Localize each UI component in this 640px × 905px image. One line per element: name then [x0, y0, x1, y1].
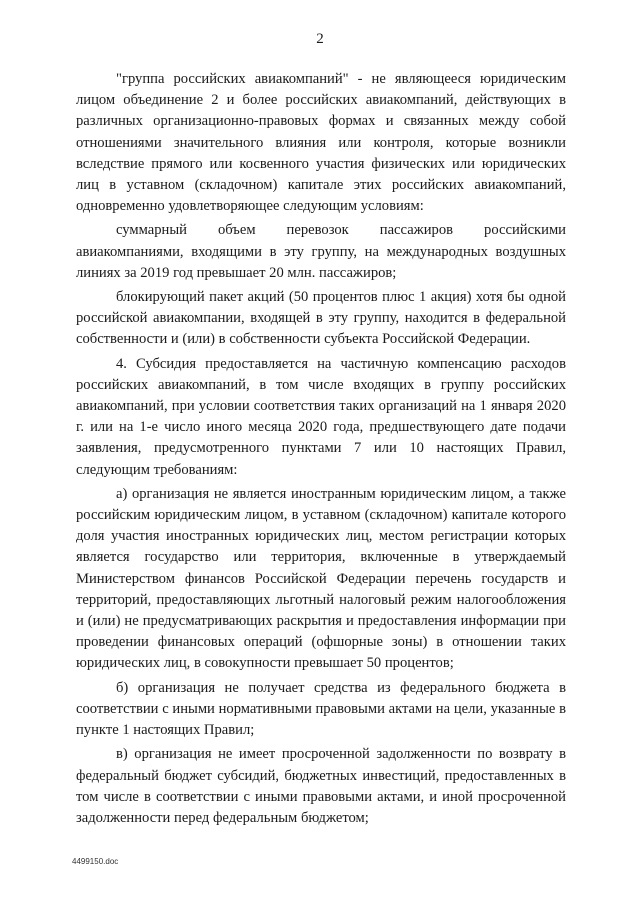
- paragraph-group-definition: "группа российских авиакомпаний" - не являющееся юридическим лицом объединение 2 и более российских авиакомпаний, действующих в различных организационно-правовых формах и связанных между собой отношениями значительного влияния или контроля, которые возникли вследствие прямого или косвенного участия физических или юридических лиц в уставном (складочном) капитале этих российских авиакомпаний, одновременно удовлетворяющее следующим условиям:: [76, 71, 566, 215]
- page-number: 2: [316, 31, 324, 47]
- document-file-code: 4499150.doc: [72, 857, 119, 866]
- paragraph-requirement-c: в) организация не имеет просроченной задолженности по возврату в федеральный бюджет субсидий, бюджетных инвестиций, предоставленных в том числе в соответствии с иными правовыми актами, и иной просроченной задолженности перед федеральным бюджетом;: [76, 746, 566, 826]
- paragraph-condition-shares: блокирующий пакет акций (50 процентов плюс 1 акция) хотя бы одной российской авиакомпании, входящей в эту группу, находится в федеральной собственности и (или) в собственности субъекта Российской Федерации.: [76, 289, 566, 348]
- paragraph-condition-passengers: суммарный объем перевозок пассажиров российскими авиакомпаниями, входящими в эту группу, на международных воздушных линиях за 2019 год превышает 20 млн. пассажиров;: [76, 222, 566, 281]
- paragraph-requirement-a: а) организация не является иностранным юридическим лицом, а также российским юридическим лицом, в уставном (складочном) капитале которого доля участия иностранных юридических лиц, местом регистрации которых является государство или территория, включенные в утверждаемый Министерством финансов Российской Федерации перечень государств и территорий, предоставляющих льготный налоговый режим налогообложения и (или) не предусматривающих раскрытия и предоставления информации при проведении финансовых операций (офшорные зоны) в отношении таких юридических лиц, в совокупности превышает 50 процентов;: [76, 485, 566, 672]
- paragraph-requirement-b: б) организация не получает средства из федерального бюджета в соответствии с иными нормативными правовыми актами на цели, указанные в пункте 1 настоящих Правил;: [76, 679, 566, 739]
- document-body: [76, 69, 566, 832]
- paragraph-item-4: 4. Субсидия предоставляется на частичную компенсацию расходов российских авиакомпаний, в том числе входящих в группу российских авиакомпаний, при условии соответствия таких организаций на 1 января 2020 г. или на 1-е число иного месяца 2020 года, предшествующего дате подачи заявления, предусмотренного пунктами 7 или 10 настоящих Правил, следующим требованиям:: [76, 355, 566, 478]
